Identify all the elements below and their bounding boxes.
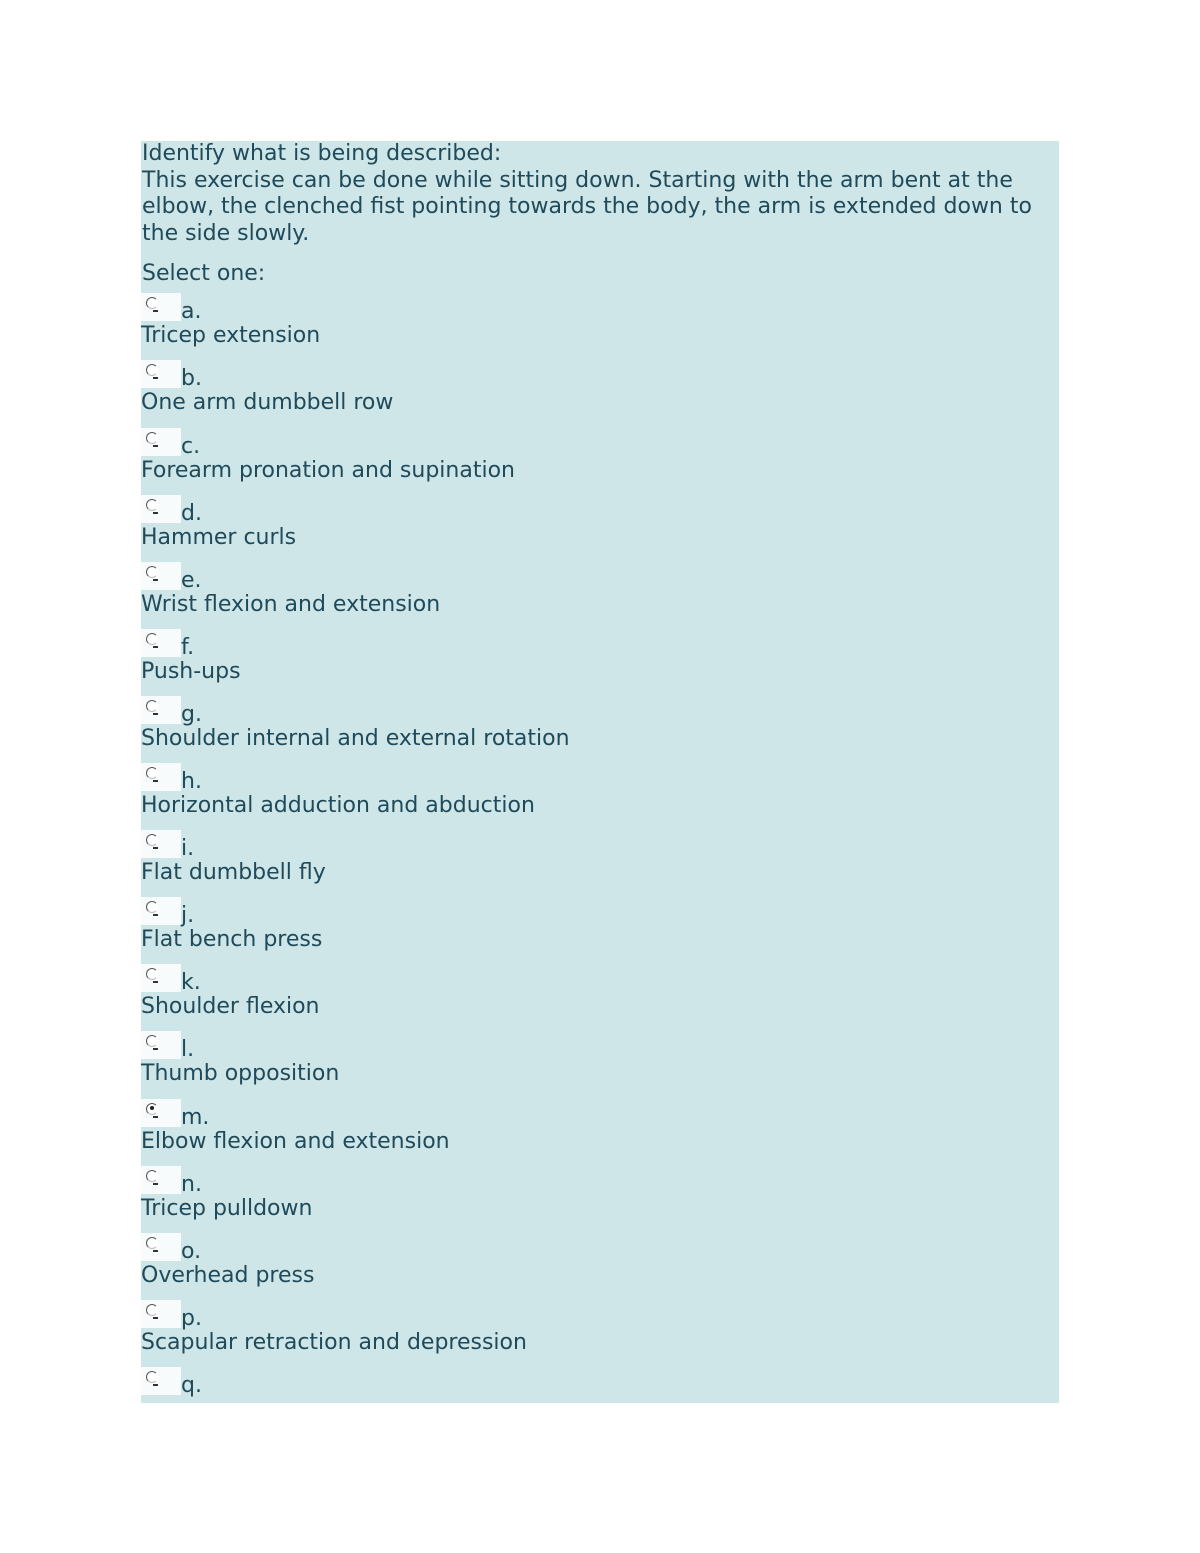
answer-option[interactable] <box>141 487 1059 554</box>
radio-shadow-mark <box>153 713 158 715</box>
radio-button-icon[interactable] <box>146 1237 158 1249</box>
radio-wrapper[interactable] <box>141 1166 181 1194</box>
radio-shadow-mark <box>153 1048 158 1050</box>
radio-shadow-mark <box>153 981 158 983</box>
answer-options <box>141 285 1059 1426</box>
answer-option[interactable] <box>141 1091 1059 1158</box>
option-label[interactable]: Elbow flexion and extension <box>141 1128 450 1154</box>
option-label[interactable]: Forearm pronation and supination <box>141 457 515 483</box>
answer-option[interactable] <box>141 621 1059 688</box>
radio-button-icon[interactable] <box>146 767 158 779</box>
radio-button-icon[interactable] <box>146 968 158 980</box>
radio-wrapper[interactable] <box>141 1099 181 1127</box>
answer-option[interactable] <box>141 554 1059 621</box>
radio-button-icon[interactable] <box>146 566 158 578</box>
answer-option[interactable] <box>141 822 1059 889</box>
option-label[interactable]: Tricep extension <box>141 323 321 349</box>
answer-option[interactable] <box>141 1225 1059 1292</box>
answer-option[interactable] <box>141 1158 1059 1225</box>
option-letter: g. <box>181 701 202 727</box>
option-letter: j. <box>181 903 195 929</box>
radio-button-icon[interactable] <box>146 1170 158 1182</box>
radio-button-icon[interactable] <box>146 432 158 444</box>
radio-wrapper[interactable] <box>141 964 181 992</box>
radio-button-icon[interactable] <box>146 499 158 511</box>
option-label[interactable]: Wrist flexion and extension <box>141 591 441 617</box>
radio-wrapper[interactable] <box>141 1300 181 1328</box>
radio-wrapper[interactable] <box>141 360 181 388</box>
option-label[interactable]: Shoulder internal and external rotation <box>141 725 570 751</box>
option-letter: f. <box>181 634 195 660</box>
answer-option[interactable] <box>141 1023 1059 1090</box>
option-letter: e. <box>181 567 202 593</box>
answer-option[interactable] <box>141 688 1059 755</box>
radio-shadow-mark <box>153 512 158 514</box>
option-letter: k. <box>181 970 201 996</box>
option-label[interactable]: Shoulder flexion <box>141 994 320 1020</box>
select-one-label: Select one: <box>142 261 266 287</box>
radio-wrapper[interactable] <box>141 293 181 321</box>
option-label[interactable]: Flat dumbbell fly <box>141 860 326 886</box>
radio-wrapper[interactable] <box>141 1031 181 1059</box>
radio-shadow-mark <box>153 1116 158 1118</box>
answer-option[interactable] <box>141 1359 1059 1426</box>
radio-shadow-mark <box>153 377 158 379</box>
radio-wrapper[interactable] <box>141 495 181 523</box>
radio-wrapper[interactable] <box>141 763 181 791</box>
radio-shadow-mark <box>153 1183 158 1185</box>
option-label[interactable]: Scapular retraction and depression <box>141 1329 527 1355</box>
option-label[interactable]: Overhead press <box>141 1262 315 1288</box>
question-panel <box>141 141 1059 1403</box>
radio-wrapper[interactable] <box>141 696 181 724</box>
radio-shadow-mark <box>153 1250 158 1252</box>
option-label[interactable]: Hammer curls <box>141 524 297 550</box>
radio-button-icon[interactable] <box>146 834 158 846</box>
option-label[interactable]: Tricep pulldown <box>141 1195 313 1221</box>
option-letter: q. <box>181 1372 202 1398</box>
option-letter: i. <box>181 836 195 862</box>
option-letter: n. <box>181 1171 202 1197</box>
answer-option[interactable] <box>141 1292 1059 1359</box>
option-label[interactable]: Push-ups <box>141 658 241 684</box>
radio-button-icon[interactable] <box>146 901 158 913</box>
option-letter: p. <box>181 1305 202 1331</box>
radio-shadow-mark <box>153 914 158 916</box>
radio-shadow-mark <box>153 847 158 849</box>
question-description-line-1: This exercise can be done while sitting down. Starting with the arm bent at the <box>142 167 1013 193</box>
radio-button-icon[interactable] <box>146 297 158 309</box>
option-letter: h. <box>181 769 202 795</box>
option-label[interactable]: Flat bench press <box>141 927 323 953</box>
radio-button-icon[interactable] <box>146 700 158 712</box>
radio-shadow-mark <box>153 310 158 312</box>
answer-option[interactable] <box>141 285 1059 352</box>
answer-option[interactable] <box>141 889 1059 956</box>
option-letter: c. <box>181 433 201 459</box>
radio-shadow-mark <box>153 780 158 782</box>
radio-wrapper[interactable] <box>141 1233 181 1261</box>
radio-wrapper[interactable] <box>141 428 181 456</box>
radio-shadow-mark <box>153 579 158 581</box>
option-letter: l. <box>181 1037 195 1063</box>
radio-button-icon[interactable] <box>146 1103 158 1115</box>
radio-wrapper[interactable] <box>141 897 181 925</box>
radio-button-icon[interactable] <box>146 633 158 645</box>
radio-shadow-mark <box>153 445 158 447</box>
radio-shadow-mark <box>153 1317 158 1319</box>
option-letter: m. <box>181 1104 210 1130</box>
option-letter: b. <box>181 366 202 392</box>
question-prompt: Identify what is being described: <box>142 141 502 166</box>
radio-wrapper[interactable] <box>141 1367 181 1395</box>
radio-wrapper[interactable] <box>141 562 181 590</box>
question-text <box>141 141 1059 247</box>
radio-wrapper[interactable] <box>141 830 181 858</box>
answer-option[interactable] <box>141 755 1059 822</box>
answer-option[interactable] <box>141 956 1059 1023</box>
radio-button-icon[interactable] <box>146 1371 158 1383</box>
option-label[interactable]: Horizontal adduction and abduction <box>141 793 535 819</box>
option-label[interactable]: One arm dumbbell row <box>141 390 394 416</box>
option-label[interactable]: Thumb opposition <box>141 1061 340 1087</box>
answer-option[interactable] <box>141 352 1059 419</box>
option-letter: d. <box>181 500 202 526</box>
radio-wrapper[interactable] <box>141 629 181 657</box>
option-letter: o. <box>181 1238 202 1264</box>
answer-option[interactable] <box>141 420 1059 487</box>
question-description-line-3: the side slowly. <box>142 220 310 246</box>
radio-button-icon[interactable] <box>146 1035 158 1047</box>
option-letter: a. <box>181 299 202 325</box>
question-description-line-2: elbow, the clenched fist pointing towards the body, the arm is extended down to <box>142 194 1032 220</box>
radio-shadow-mark <box>153 1384 158 1386</box>
radio-button-icon[interactable] <box>146 1304 158 1316</box>
radio-shadow-mark <box>153 646 158 648</box>
radio-button-icon[interactable] <box>146 364 158 376</box>
